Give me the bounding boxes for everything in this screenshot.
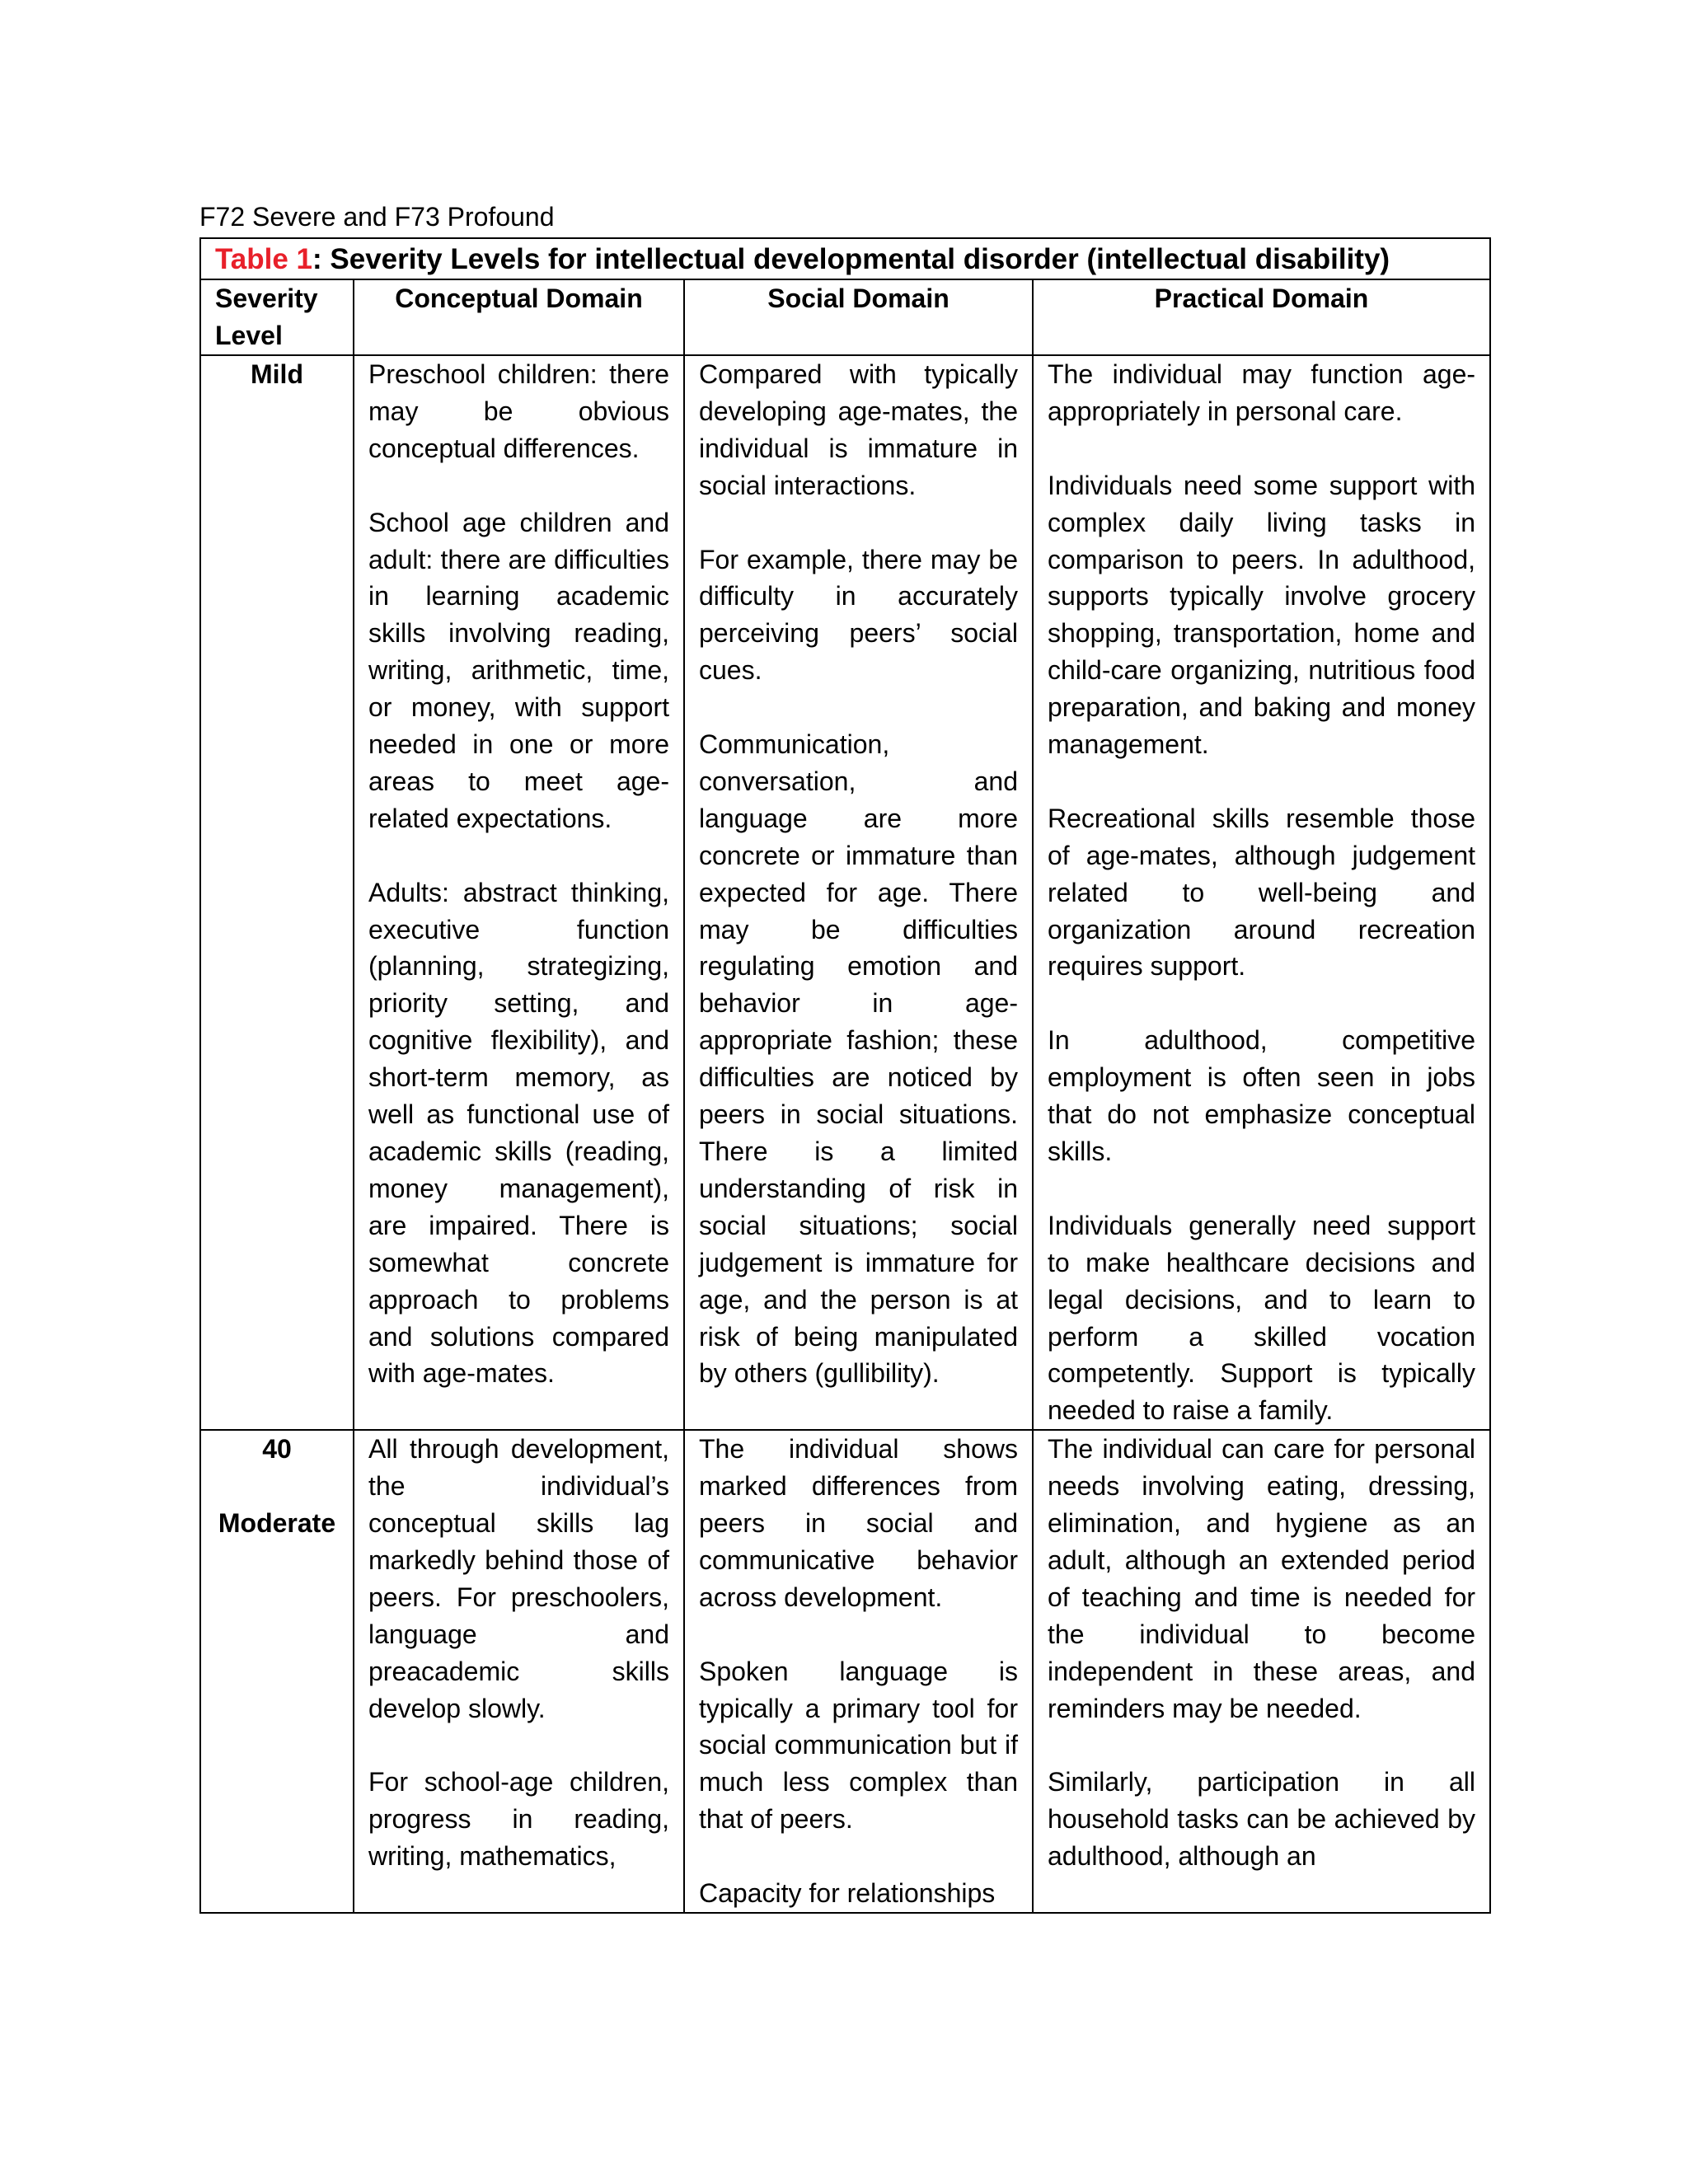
- severity-level-spacer: [215, 1468, 339, 1505]
- table-row-moderate: [200, 1430, 1490, 1913]
- table-caption-row: [200, 238, 1490, 279]
- column-header-social-domain: Social Domain: [684, 279, 1033, 355]
- cell-paragraph: The individual may function age-appropriately in personal care.: [1048, 359, 1476, 426]
- severity-level-label: Moderate: [218, 1508, 336, 1539]
- severity-level-label: Mild: [251, 359, 303, 389]
- cell-paragraph: The individual shows marked differences from peers in social and communicative behavior across development.: [699, 1434, 1018, 1612]
- table-row-mild: [200, 355, 1490, 1430]
- column-header-conceptual-domain: Conceptual Domain: [354, 279, 684, 355]
- cell-paragraph: For school-age children, progress in reading, writing, mathematics,: [368, 1767, 669, 1872]
- page-heading: F72 Severe and F73 Profound: [199, 202, 555, 232]
- cell-paragraph: Recreational skills resemble those of age-mates, although judgement related to well-being and organization around recreation requires support.: [1048, 803, 1476, 982]
- conceptual-domain-cell: [354, 1430, 684, 1913]
- cell-paragraph: Spoken language is typically a primary tool for social communication but if much less complex than that of peers.: [699, 1656, 1018, 1835]
- column-header-practical-domain: Practical Domain: [1033, 279, 1490, 355]
- severity-table: [199, 237, 1491, 1914]
- cell-paragraph: Communication, conversation, and language are more concrete or immature than expected for age. There may be difficulties regulating emotion and behavior in age-appropriate fashion; these difficulties are noticed by peers in social situations. There is a limited understanding of risk in social situations; social judgement is immature for age, and the person is at risk of being manipulated by others (gullibility).: [699, 729, 1018, 1389]
- social-domain-cell: [684, 1430, 1033, 1913]
- severity-level-cell: [200, 1430, 354, 1913]
- severity-level-code: 40: [262, 1434, 292, 1465]
- cell-paragraph: Preschool children: there may be obvious conceptual differences.: [368, 359, 669, 463]
- cell-paragraph: Individuals generally need support to make healthcare decisions and legal decisions, and to learn to perform a skilled vocation competently. Support is typically needed to raise a family.: [1048, 1210, 1476, 1426]
- cell-paragraph: Capacity for relationships: [699, 1878, 996, 1909]
- cell-paragraph: Compared with typically developing age-mates, the individual is immature in social interactions.: [699, 359, 1018, 500]
- practical-domain-cell: [1033, 1430, 1490, 1913]
- cell-paragraph: In adulthood, competitive employment is often seen in jobs that do not emphasize conceptual skills.: [1048, 1025, 1476, 1166]
- cell-paragraph: Individuals need some support with complex daily living tasks in comparison to peers. In adulthood, supports typically involve grocery shopping, transportation, home and child-care organizing, nutritious food preparation, and baking and money management.: [1048, 470, 1476, 760]
- cell-paragraph: The individual can care for personal needs involving eating, dressing, elimination, and hygiene as an adult, although an extended period of teaching and time is needed for the individual to become independent in these areas, and reminders may be needed.: [1048, 1434, 1476, 1723]
- table-header-row: [200, 279, 1490, 355]
- cell-paragraph: All through development, the individual’s conceptual skills lag markedly behind those of peers. For preschoolers, language and preacademic skills develop slowly.: [368, 1434, 669, 1723]
- cell-paragraph: Adults: abstract thinking, executive function (planning, strategizing, priority setting, and cognitive flexibility), and short-term memory, as well as functional use of academic skills (reading, money management), are impaired. There is somewhat concrete approach to problems and solutions compared with age-mates.: [368, 877, 669, 1389]
- table-caption-text: : Severity Levels for intellectual developmental disorder (intellectual disability): [312, 243, 1390, 275]
- cell-paragraph: For example, there may be difficulty in accurately perceiving peers’ social cues.: [699, 544, 1018, 686]
- column-header-severity-level: Severity Level: [200, 279, 354, 355]
- conceptual-domain-cell: [354, 355, 684, 1430]
- practical-domain-cell: [1033, 355, 1490, 1430]
- table-caption: [200, 238, 1490, 279]
- table-caption-label: Table 1: [215, 243, 313, 275]
- social-domain-cell: [684, 355, 1033, 1430]
- severity-level-cell: [200, 355, 354, 1430]
- cell-paragraph: Similarly, participation in all household tasks can be achieved by adulthood, although an: [1048, 1767, 1476, 1872]
- cell-paragraph: School age children and adult: there are difficulties in learning academic skills involving reading, writing, arithmetic, time, or money, with support needed in one or more areas to meet age-related expectations.: [368, 507, 669, 833]
